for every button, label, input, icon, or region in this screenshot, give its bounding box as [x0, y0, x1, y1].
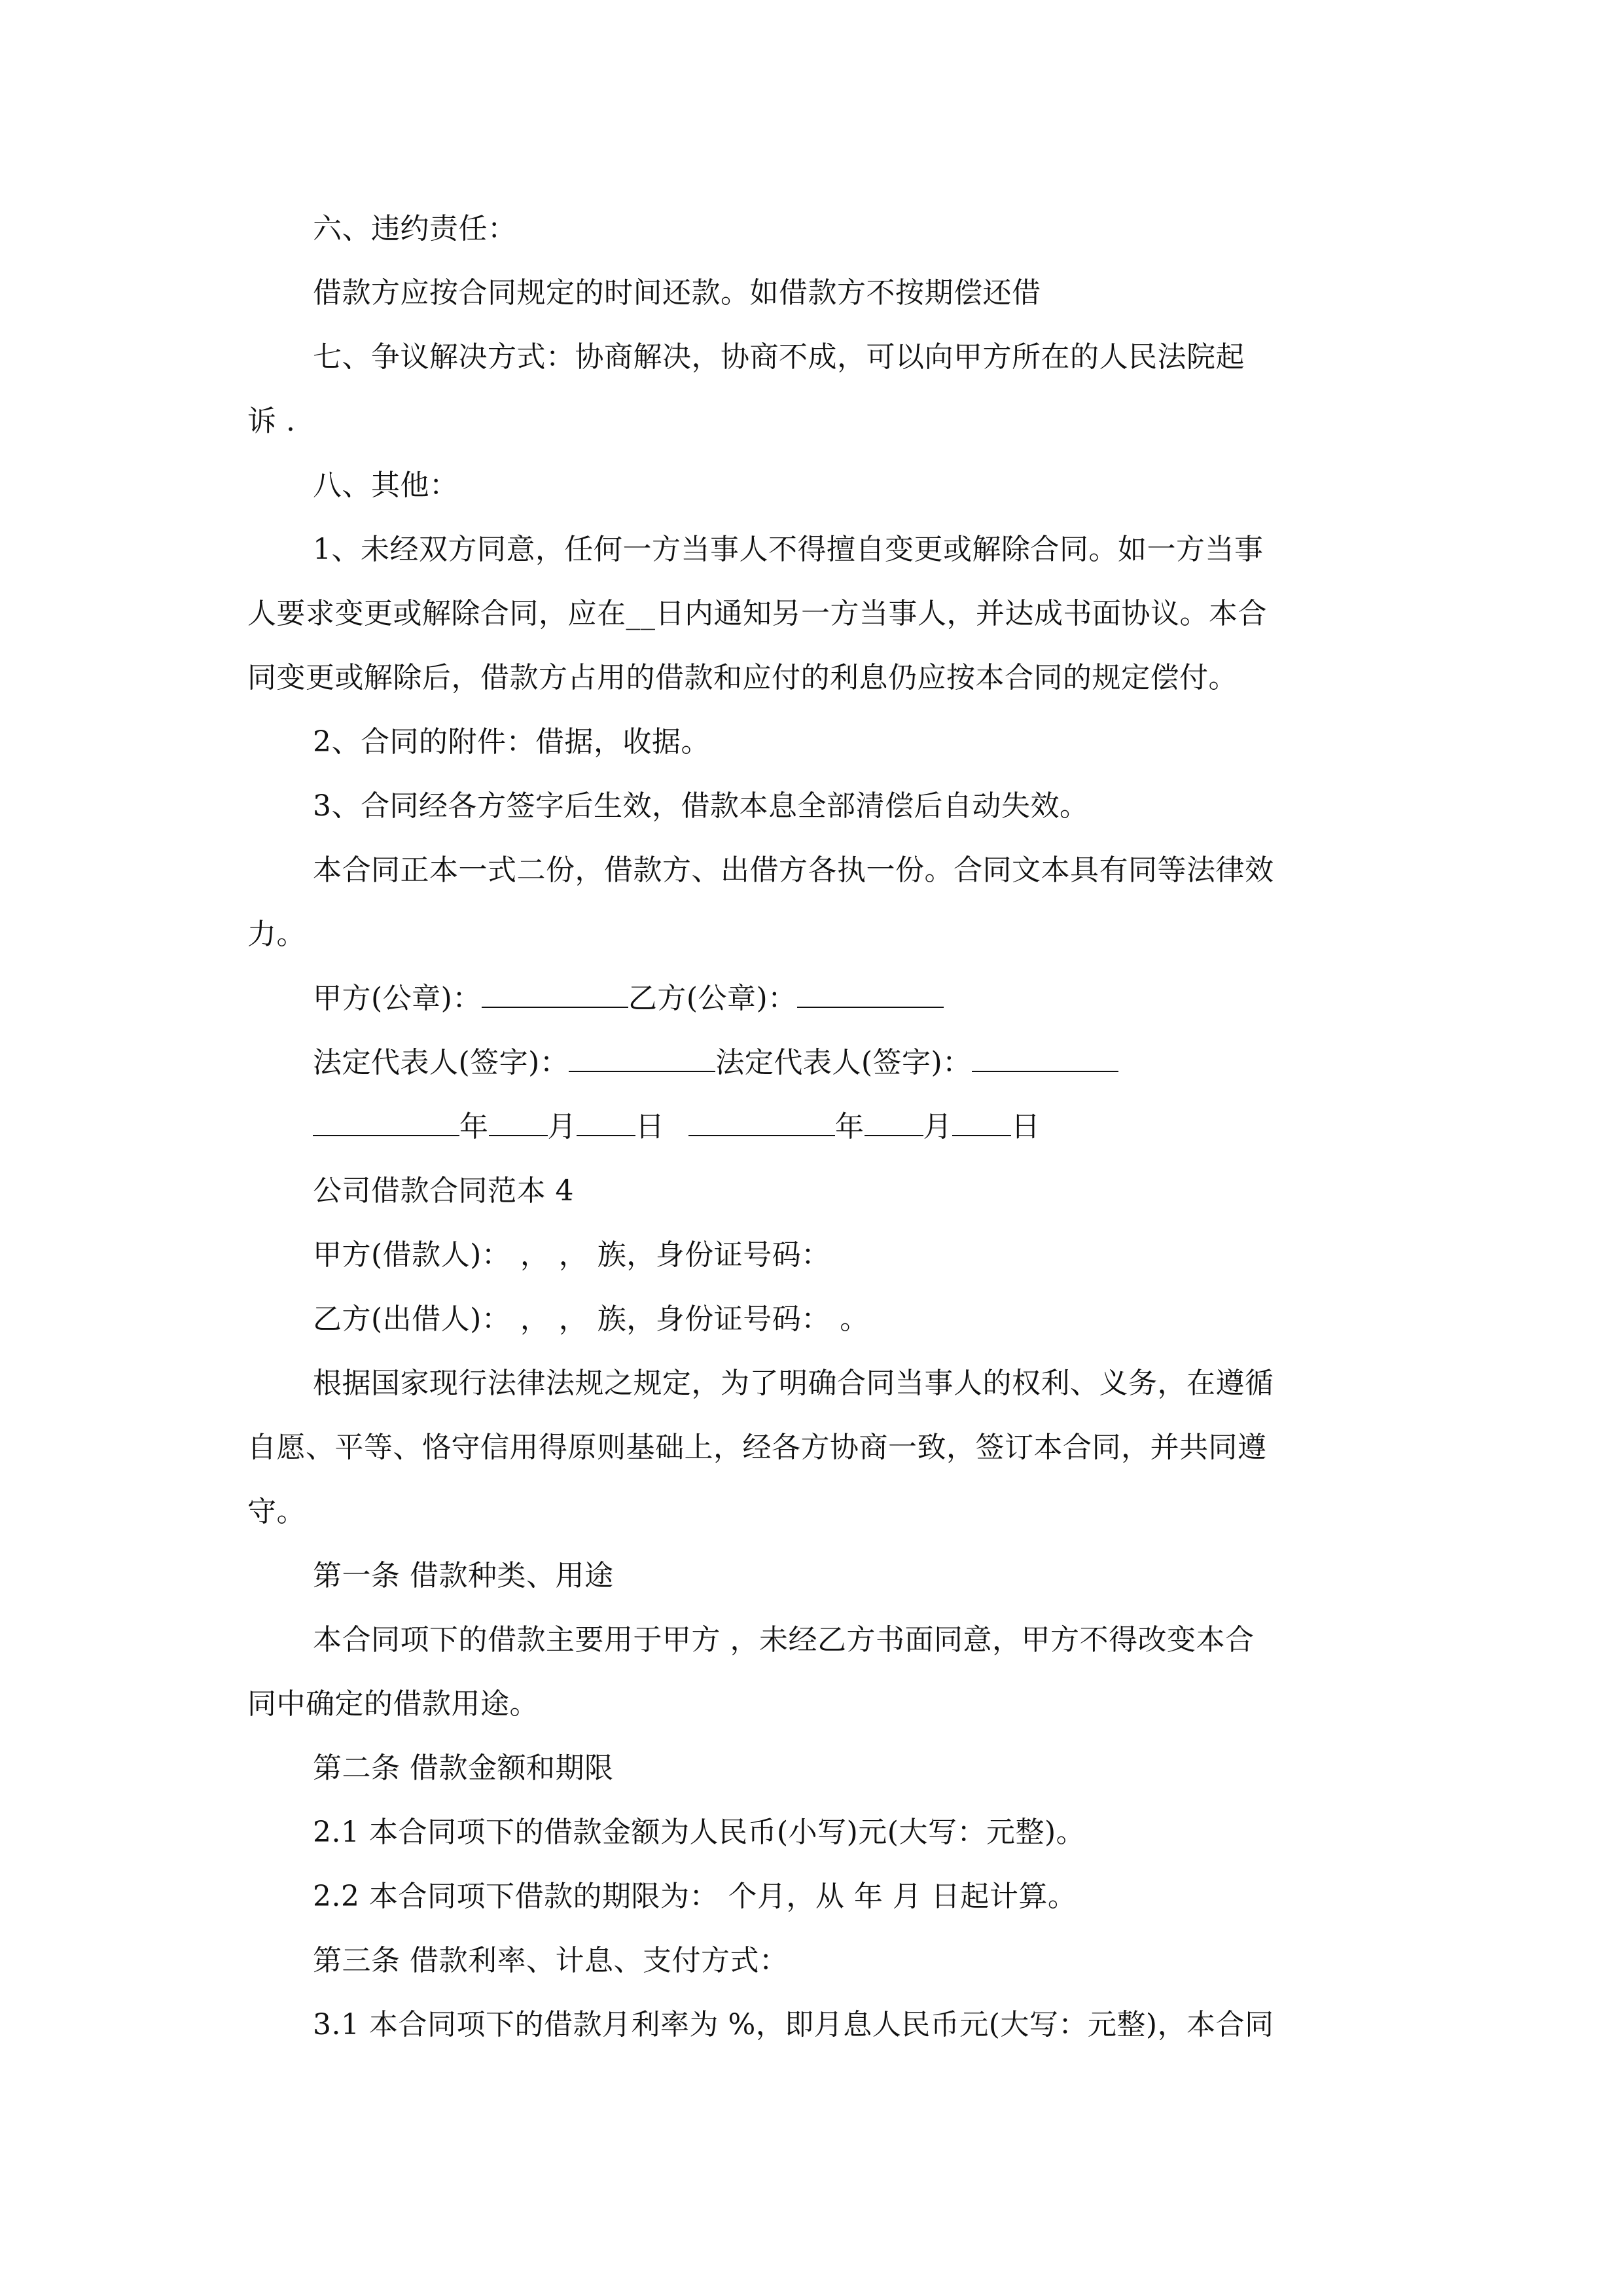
day-label: 日 — [1011, 1110, 1041, 1143]
article-3-heading: 第三条 借款利率、计息、支付方式： — [313, 1944, 789, 1977]
date-b-year-blank[interactable] — [688, 1109, 835, 1136]
section-6-heading: 六、违约责任： — [313, 212, 517, 245]
clause-2-2: 2.2 本合同项下借款的期限为： 个月，从 年 月 日起计算。 — [313, 1880, 1077, 1913]
party-a-seal-blank[interactable] — [482, 980, 628, 1008]
text-line: 人要求变更或解除合同，应在__日内通知另一方当事人，并达成书面协议。本合 — [247, 597, 1267, 630]
party-a-rep-label: 法定代表人(签字)： — [313, 1046, 569, 1079]
party-b-rep-label: 法定代表人(签字)： — [715, 1046, 972, 1079]
party-a-rep-blank[interactable] — [569, 1045, 715, 1072]
text-line: 同中确定的借款用途。 — [247, 1687, 539, 1721]
year-label: 年 — [835, 1110, 865, 1143]
text-line: 守。 — [247, 1495, 306, 1528]
date-a-day-blank[interactable] — [577, 1109, 635, 1136]
text-line: 自愿、平等、恪守信用得原则基础上，经各方协商一致，签订本合同，并共同遵 — [247, 1431, 1267, 1464]
date-a-year-blank[interactable] — [313, 1109, 459, 1136]
section-8-heading: 八、其他： — [313, 469, 459, 502]
party-a-info: 甲方(借款人)： ， ， 族，身份证号码： — [313, 1238, 830, 1272]
month-label: 月 — [547, 1110, 577, 1143]
contract-title: 公司借款合同范本 4 — [313, 1174, 574, 1208]
signature-date-row — [313, 1107, 1386, 1147]
text-line: 本合同正本一式二份，借款方、出借方各执一份。合同文本具有同等法律效 — [313, 853, 1274, 887]
date-b-month-blank[interactable] — [865, 1109, 923, 1136]
text-line: 1、未经双方同意，任何一方当事人不得擅自变更或解除合同。如一方当事 — [313, 533, 1264, 566]
year-label: 年 — [459, 1110, 489, 1143]
clause-3-1: 3.1 本合同项下的借款月利率为 %，即月息人民币元(大写：元整)，本合同 — [313, 2008, 1274, 2041]
party-b-seal-label: 乙方(公章)： — [628, 982, 797, 1015]
party-a-seal-label: 甲方(公章)： — [313, 982, 482, 1015]
text-line: 2、合同的附件：借据，收据。 — [313, 725, 710, 759]
party-b-rep-blank[interactable] — [972, 1045, 1118, 1072]
text-line: 3、合同经各方签字后生效，借款本息全部清偿后自动失效。 — [313, 789, 1089, 823]
date-b-day-blank[interactable] — [952, 1109, 1011, 1136]
party-b-info: 乙方(出借人)： ， ， 族，身份证号码： 。 — [313, 1302, 869, 1336]
signature-rep-row — [313, 1043, 1386, 1083]
text-line: 力。 — [247, 918, 306, 951]
signature-seal-row — [313, 979, 1386, 1018]
text-line: 借款方应按合同规定的时间还款。如借款方不按期偿还借 — [313, 276, 1041, 310]
article-1-heading: 第一条 借款种类、用途 — [313, 1559, 614, 1592]
month-label: 月 — [923, 1110, 952, 1143]
article-2-heading: 第二条 借款金额和期限 — [313, 1751, 614, 1785]
date-a-month-blank[interactable] — [489, 1109, 548, 1136]
day-label: 日 — [635, 1110, 665, 1143]
party-b-seal-blank[interactable] — [797, 980, 944, 1008]
text-line: 本合同项下的借款主要用于甲方 ，未经乙方书面同意，甲方不得改变本合 — [313, 1623, 1255, 1657]
text-line: 诉 . — [247, 404, 296, 438]
section-7-heading: 七、争议解决方式：协商解决，协商不成，可以向甲方所在的人民法院起 — [313, 340, 1245, 374]
text-line: 同变更或解除后，借款方占用的借款和应付的利息仍应按本合同的规定偿付。 — [247, 661, 1238, 694]
text-line: 根据国家现行法律法规之规定，为了明确合同当事人的权利、义务，在遵循 — [313, 1367, 1274, 1400]
clause-2-1: 2.1 本合同项下的借款金额为人民币(小写)元(大写：元整)。 — [313, 1816, 1086, 1849]
